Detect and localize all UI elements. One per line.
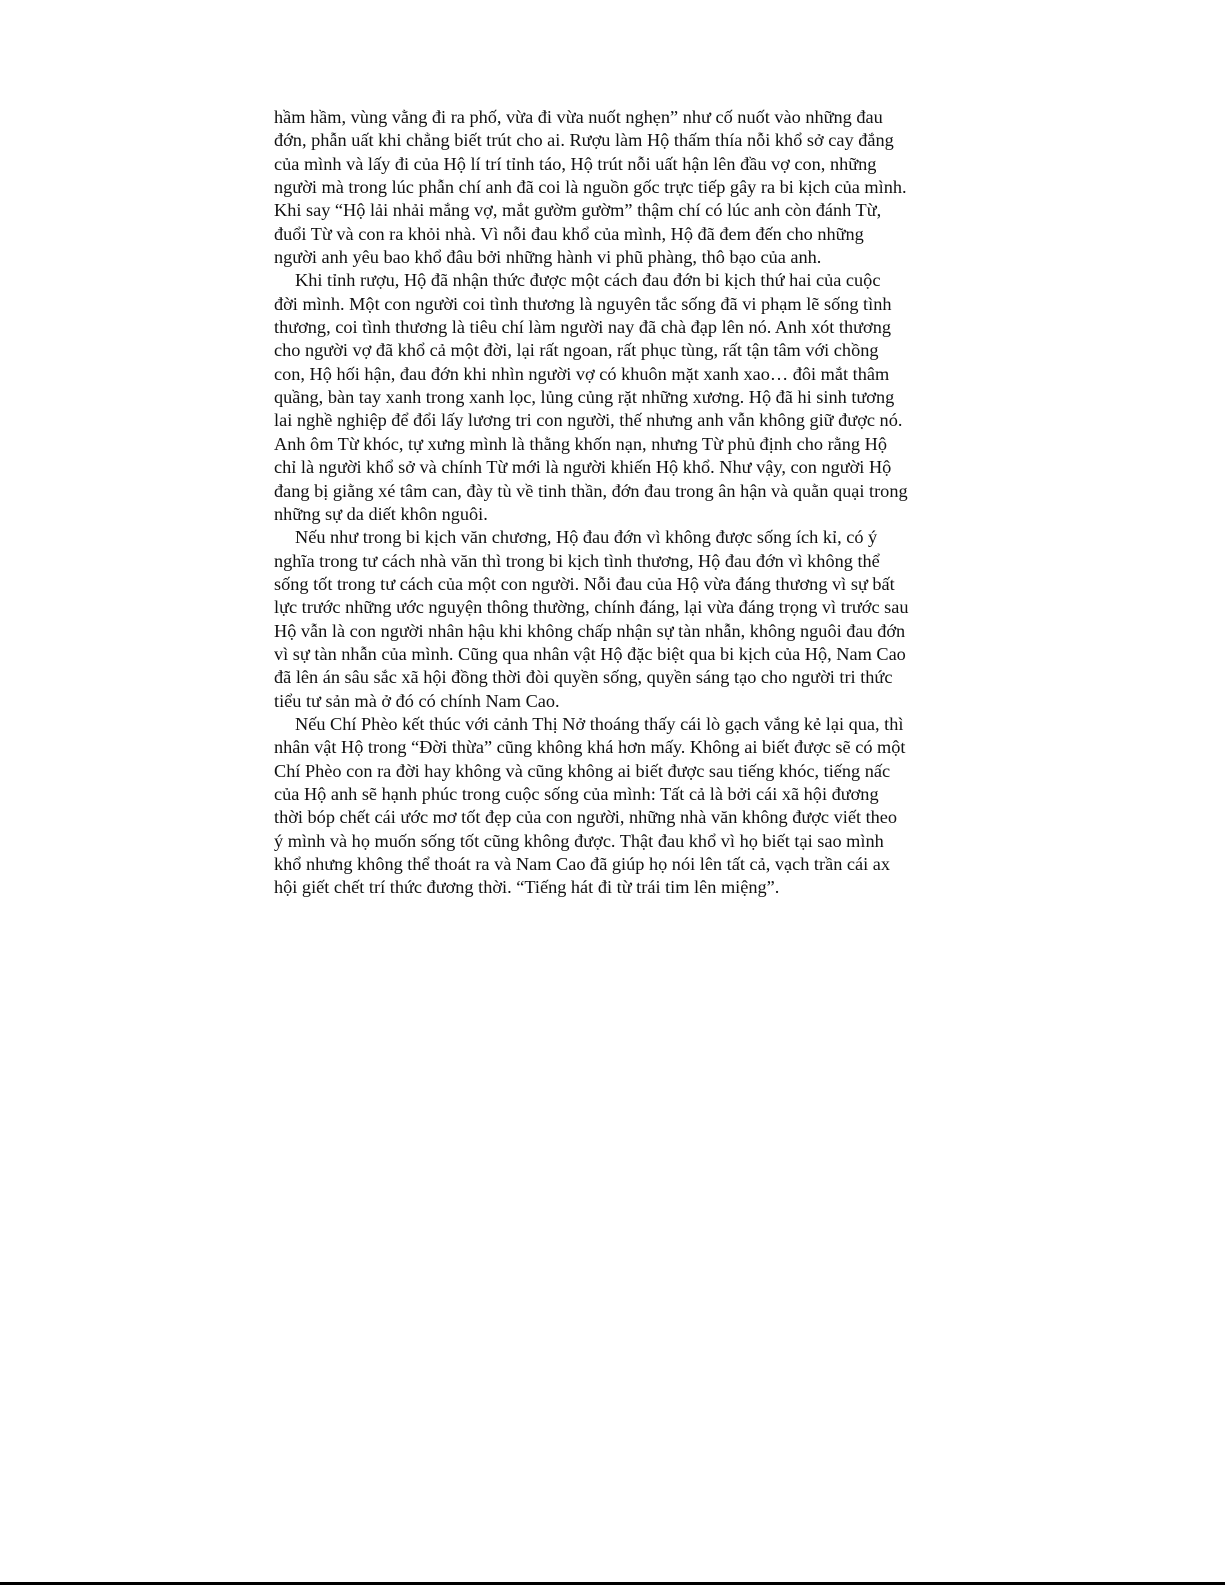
- text-line: tiểu tư sản mà ở đó có chính Nam Cao.: [274, 690, 560, 711]
- text-line: Chí Phèo con ra đời hay không và cũng không ai biết được sau tiếng khóc, tiếng nấc: [274, 760, 891, 781]
- text-line: thời bóp chết cái ước mơ tốt đẹp của con người, những nhà văn không được viết theo: [274, 807, 898, 828]
- text-line: người mà trong lúc phẫn chí anh đã coi là nguồn gốc trực tiếp gây ra bi kịch của mình.: [274, 177, 907, 198]
- text-line: người anh yêu bao khổ đâu bởi những hành vi phũ phàng, thô bạo của anh.: [274, 247, 822, 268]
- body-text: [274, 106, 954, 900]
- text-line: hầm hầm, vùng vằng đi ra phố, vừa đi vừa nuốt nghẹn” như cố nuốt vào những đau: [274, 107, 883, 127]
- text-line: của mình và lấy đi của Hộ lí trí tỉnh táo, Hộ trút nỗi uất hận lên đầu vợ con, những: [274, 153, 877, 174]
- text-line: đã lên án sâu sắc xã hội đồng thời đòi quyền sống, quyền sáng tạo cho người tri thức: [274, 667, 893, 688]
- text-line: quầng, bàn tay xanh trong xanh lọc, lủng củng rặt những xương. Hộ đã hi sinh tương: [274, 387, 895, 408]
- text-line: đang bị giằng xé tâm can, đày tù về tinh thần, đớn đau trong ân hận và quằn quại trong: [274, 480, 908, 501]
- paragraph-first-line: Nếu Chí Phèo kết thúc với cảnh Thị Nở thoáng thấy cái lò gạch vắng kẻ lại qua, thì: [295, 713, 904, 734]
- text-line: những sự da diết khôn nguôi.: [274, 503, 488, 524]
- text-line: hội giết chết trí thức đương thời. “Tiếng hát đi từ trái tim lên miệng”.: [274, 877, 780, 898]
- text-line: Hộ vẫn là con người nhân hậu khi không chấp nhận sự tàn nhẫn, không nguôi đau đớn: [274, 620, 906, 641]
- text-line: vì sự tàn nhẫn của mình. Cũng qua nhân vật Hộ đặc biệt qua bi kịch của Hộ, Nam Cao: [274, 643, 906, 664]
- text-line: lai nghề nghiệp để đổi lấy lương tri con người, thế nhưng anh vẫn không giữ được nó.: [274, 410, 903, 431]
- text-line: đớn, phẫn uất khi chẳng biết trút cho ai. Rượu làm Hộ thấm thía nỗi khổ sở cay đắng: [274, 130, 894, 151]
- text-line: con, Hộ hối hận, đau đớn khi nhìn người vợ có khuôn mặt xanh xao… đôi mắt thâm: [274, 363, 890, 384]
- text-line: đời mình. Một con người coi tình thương là nguyên tắc sống đã vi phạm lẽ sống tình: [274, 293, 892, 314]
- text-line: khổ nhưng không thể thoát ra và Nam Cao đã giúp họ nói lên tất cả, vạch trần cái ax: [274, 854, 891, 874]
- text-line: Anh ôm Từ khóc, tự xưng mình là thằng khốn nạn, nhưng Từ phủ định cho rằng Hộ: [274, 433, 887, 454]
- paragraph-first-line: Nếu như trong bi kịch văn chương, Hộ đau đớn vì không được sống ích kỉ, có ý: [295, 527, 878, 548]
- text-line: nhân vật Hộ trong “Đời thừa” cũng không khá hơn mấy. Không ai biết được sẽ có một: [274, 737, 906, 758]
- text-line: đuổi Từ và con ra khỏi nhà. Vì nỗi đau khổ của mình, Hộ đã đem đến cho những: [274, 223, 864, 244]
- text-line: nghĩa trong tư cách nhà văn thì trong bi kịch tình thương, Hộ đau đớn vì không thể: [274, 550, 880, 571]
- text-line: sống tốt trong tư cách của một con người. Nỗi đau của Hộ vừa đáng thương vì sự bất: [274, 573, 895, 594]
- text-line: của Hộ anh sẽ hạnh phúc trong cuộc sống của mình: Tất cả là bởi cái xã hội đương: [274, 783, 879, 804]
- text-line: lực trước những ước nguyện thông thường, chính đáng, lại vừa đáng trọng vì trước sau: [274, 597, 909, 618]
- text-line: thương, coi tình thương là tiêu chí làm người nay đã chà đạp lên nó. Anh xót thương: [274, 317, 891, 338]
- text-line: cho người vợ đã khổ cả một đời, lại rất ngoan, rất phục tùng, rất tận tâm với chồng: [274, 340, 879, 361]
- text-line: ý mình và họ muốn sống tốt cũng không được. Thật đau khổ vì họ biết tại sao mình: [274, 830, 884, 851]
- text-line: Khi say “Hộ lải nhải mắng vợ, mắt gườm gườm” thậm chí có lúc anh còn đánh Từ,: [274, 200, 882, 221]
- paragraph-first-line: Khi tỉnh rượu, Hộ đã nhận thức được một cách đau đớn bi kịch thứ hai của cuộc: [295, 270, 881, 291]
- text-line: chỉ là người khổ sở và chính Từ mới là người khiến Hộ khổ. Như vậy, con người Hộ: [274, 457, 892, 478]
